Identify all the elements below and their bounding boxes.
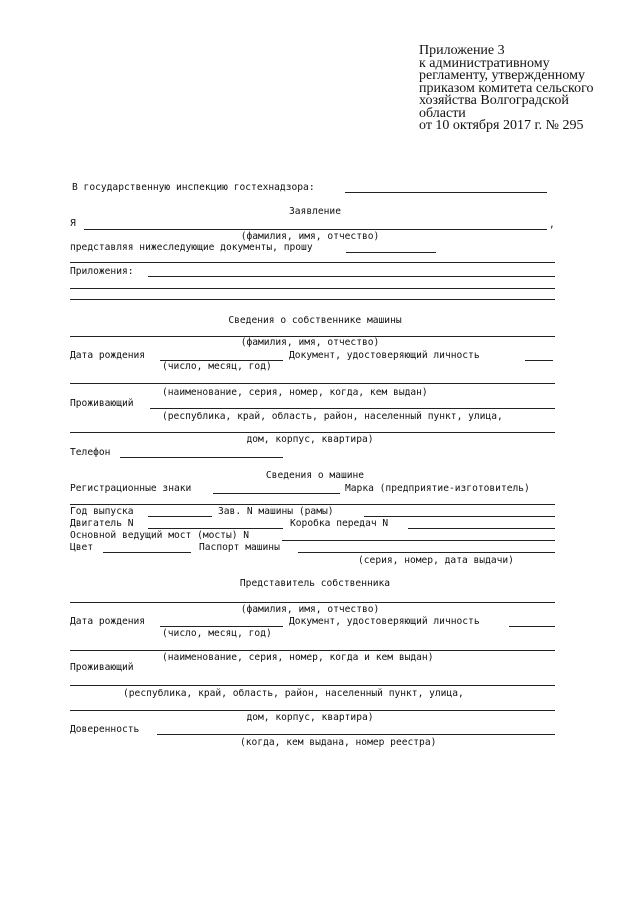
header-line: регламенту, утвержденному <box>419 68 585 83</box>
address-hint: (республика, край, область, район, населенный пункт, улица, <box>162 411 503 422</box>
serial-no-label: Зав. N машины (рамы) <box>218 506 334 517</box>
engine-field[interactable] <box>148 528 283 529</box>
rep-name-field[interactable] <box>70 602 555 603</box>
header-line: области <box>419 105 466 121</box>
inspection-field[interactable] <box>345 192 547 193</box>
poa-label: Доверенность <box>70 724 140 735</box>
passport-label: Паспорт машины <box>199 542 280 553</box>
main-axle-field[interactable] <box>282 540 555 541</box>
reg-plates-label: Регистрационные знаки <box>70 483 192 494</box>
gearbox-field[interactable] <box>408 528 555 529</box>
main-axle-label: Основной ведущий мост (мосты) N <box>70 530 250 541</box>
birth-date-label: Дата рождения <box>70 350 146 361</box>
house-hint: дом, корпус, квартира) <box>246 434 374 445</box>
attachments-field[interactable] <box>148 276 555 277</box>
rep-date-hint: (число, месяц, год) <box>162 628 272 639</box>
phone-label: Телефон <box>70 447 111 458</box>
header-line: от 10 октября 2017 г. № 295 <box>419 118 584 133</box>
year-field[interactable] <box>148 516 212 517</box>
phone-field[interactable] <box>120 457 283 458</box>
rep-section-title: Представитель собственника <box>239 578 391 589</box>
attachments-label: Приложения: <box>70 266 134 277</box>
rep-doc-field[interactable] <box>70 650 555 651</box>
request-line[interactable] <box>70 262 555 263</box>
color-field[interactable] <box>103 552 191 553</box>
owner-doc-field[interactable] <box>70 383 555 384</box>
rep-residing-field[interactable] <box>70 685 555 686</box>
rep-address-hint: (республика, край, область, район, населенный пункт, улица, <box>123 688 464 699</box>
request-field[interactable] <box>346 252 436 253</box>
passport-hint: (серия, номер, дата выдачи) <box>358 555 514 566</box>
gearbox-label: Коробка передач N <box>290 518 389 529</box>
rep-birth-date-label: Дата рождения <box>70 616 146 627</box>
rep-fio-hint: (фамилия, имя, отчество) <box>240 604 380 615</box>
id-document-label: Документ, удостоверяющий личность <box>289 350 480 361</box>
comma: , <box>549 219 555 230</box>
rep-address-line[interactable] <box>70 710 555 711</box>
header-line: приказом комитета сельского <box>419 80 594 96</box>
id-document-field[interactable] <box>525 360 553 361</box>
applicant-name-field[interactable] <box>84 229 547 230</box>
rep-residing-label: Проживающий <box>70 662 134 673</box>
attachments-line[interactable] <box>70 299 555 300</box>
date-hint: (число, месяц, год) <box>162 361 272 372</box>
to-inspection-label: В государственную инспекцию гостехнадзора: <box>72 182 315 193</box>
rep-birth-date-field[interactable] <box>160 626 283 627</box>
owner-section-title: Сведения о собственнике машины <box>228 315 402 326</box>
residing-label: Проживающий <box>70 398 134 409</box>
passport-field[interactable] <box>298 552 555 553</box>
year-label: Год выпуска <box>70 506 134 517</box>
appendix-header <box>419 45 634 133</box>
owner-fio-hint: (фамилия, имя, отчество) <box>240 337 380 348</box>
form-title: Заявление <box>289 206 341 217</box>
brand-line[interactable] <box>70 504 555 505</box>
doc-hint: (наименование, серия, номер, когда, кем выдан) <box>162 387 428 398</box>
machine-section-title: Сведения о машине <box>265 470 365 481</box>
rep-id-document-label: Документ, удостоверяющий личность <box>289 616 480 627</box>
residing-field[interactable] <box>150 408 555 409</box>
brand-label: Марка (предприятие-изготовитель) <box>345 483 530 494</box>
header-line: Приложение 3 <box>419 43 505 58</box>
poa-field[interactable] <box>157 734 555 735</box>
rep-house-hint: дом, корпус, квартира) <box>246 712 374 723</box>
header-line: хозяйства Волгоградской <box>419 93 569 108</box>
engine-label: Двигатель N <box>70 518 134 529</box>
rep-doc-hint: (наименование, серия, номер, когда и кем выдан) <box>162 652 434 663</box>
header-line: к административному <box>419 55 550 71</box>
fio-hint: (фамилия, имя, отчество) <box>240 231 380 242</box>
attachments-line[interactable] <box>70 288 555 289</box>
color-label: Цвет <box>70 542 94 553</box>
ya-label: Я <box>70 218 76 229</box>
rep-id-document-field[interactable] <box>509 626 555 627</box>
presenting-label: представляя нижеследующие документы, прошу <box>70 242 313 253</box>
reg-plates-field[interactable] <box>213 493 340 494</box>
poa-hint: (когда, кем выдана, номер реестра) <box>240 737 437 748</box>
address-line[interactable] <box>70 432 555 433</box>
serial-no-field[interactable] <box>364 516 555 517</box>
